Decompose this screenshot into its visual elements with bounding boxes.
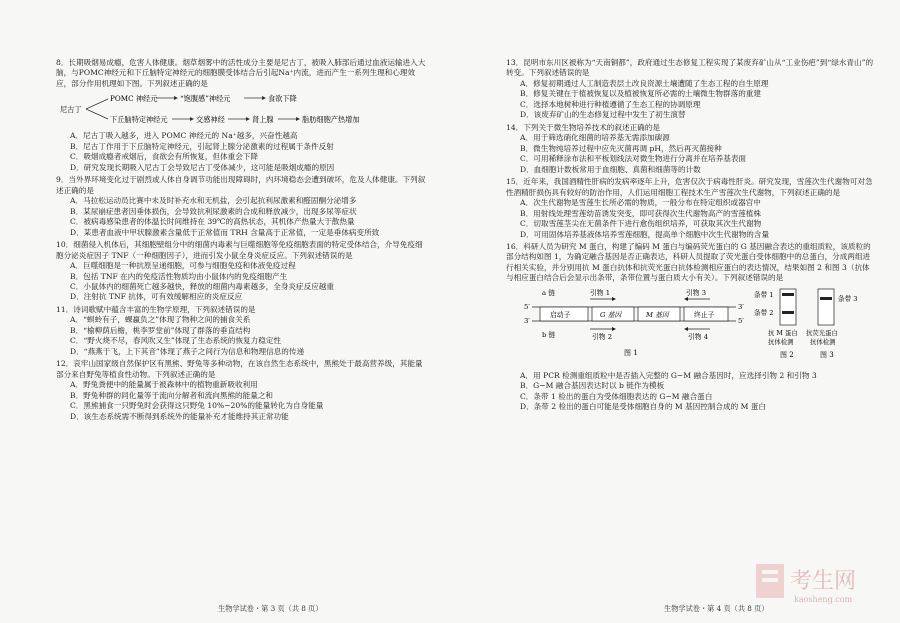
question-13	[506, 58, 874, 121]
option-c: C．黑熊捕食一只野兔时会获得这只野兔 10%~20%的能量转化为自身能量	[70, 401, 324, 411]
question-stem: 16．科研人员为研究 M 蛋白，构建了编码 M 蛋白与编码荧光蛋白的 G 基因融合表达的重组质粒，该质粒的部分结构如图 1，为确定融合基因是否正确表达，科研人员提取了荧光蛋白受体细胞中的总蛋白，分成两组进行相关实验，并分别用抗 M 蛋白抗体和抗荧光蛋白抗体检测相应蛋白的表达情况，结果如图 2 和图 3（抗体与相应蛋白结合后会显示出条带，条带位置与蛋白质大小有关）。下列叙述错误的是	[506, 241, 871, 283]
question-12	[56, 359, 428, 422]
diagram-node-fat: 脂肪细胞产热增加	[302, 115, 360, 125]
three-prime-bottom: 3′	[524, 316, 530, 325]
option-c: C．被病毒感染患者的体温长时间维持在 39℃的高热状态，其机体产热量大于散热量	[70, 217, 355, 227]
option-d: D．血细胞计数板常用于血细胞、真菌和细菌等的计数	[520, 164, 701, 174]
question-9	[56, 175, 428, 238]
diagram-node-appetite: 食欲下降	[268, 94, 297, 104]
option-b: B．用射线处理雪莲幼苗诱发突变，即可获得次生代谢物高产的雪莲植株	[520, 208, 761, 218]
five-prime-top: 5′	[524, 302, 530, 311]
question-stem: 14．下列关于微生物培养技术的叙述正确的是	[506, 122, 660, 132]
band-2-label: 条带 2	[754, 308, 774, 317]
option-b: B．G−M 融合基因表达时以 b 链作为模板	[520, 381, 665, 391]
question-stem: 8．长期吸烟易成瘾，危害人体健康。烟草烟雾中的活性成分主要是尼古丁，被吸入肺部后通过血液运输进入大脑，与POMC神经元和下丘脑特定神经元的细胞膜受体结合后引起Na⁺内流，进而产生一系列生理和心理效应，部分作用机理如下图。下列叙述正确的是	[56, 58, 426, 88]
three-prime-top: 3′	[738, 302, 744, 311]
option-a: A．用 PCR 检测重组质粒中是否插入完整的 G−M 融合基因时，应选择引物 2 和引物 3	[520, 370, 817, 380]
diagram-node-adrenal: 肾上腺	[252, 115, 274, 125]
band-3-mark	[820, 297, 832, 300]
a-chain-label: a 链	[542, 288, 556, 297]
band-3-label: 条带 3	[838, 294, 858, 303]
figure-2-caption: 图 2	[780, 350, 794, 359]
plasmid-figure-row	[506, 287, 874, 367]
diagram-node-nicotine: 尼古丁	[60, 105, 82, 115]
option-d: D．“燕燕于飞，上下其音”体现了燕子之间行为信息和物理信息的传递	[70, 346, 305, 356]
option-a: A．巨噬细胞是一种抗原呈递细胞，可参与细胞免疫和体液免疫过程	[70, 261, 296, 271]
option-b: B．微生物纯培养过程中应先灭菌再调 pH，然后再灭菌接种	[520, 143, 722, 153]
question-stem: 12．哀牢山国家级自然保护区有黑熊、野兔等多种动物，在该自然生态系统中，黑熊处于最高营养级，其能量部分来自野兔等植食性动物。下列叙述正确的是	[56, 359, 423, 379]
option-b: B．某尿崩症患者因垂体损伤，会导致抗利尿激素的合成和释放减少，出现多尿等症状	[70, 206, 357, 216]
figure-2-blot	[754, 289, 798, 359]
option-c: C．小鼠体内的细菌死亡越多越快，释放的细菌内毒素越多，全身炎症反应越重	[70, 281, 334, 291]
band-2-mark	[782, 311, 794, 314]
primer-2-label: 引物 2	[592, 332, 613, 341]
antibody-detect-label-2: 抗体检测	[810, 337, 836, 346]
option-b: B．野兔种群的同化量等于流向分解者和流向黑熊的能量之和	[70, 390, 274, 400]
right-page-column	[506, 58, 874, 415]
option-b: B．修复关键在于植被恢复以及植被恢复所必需的土壤微生物群落的重建	[520, 89, 761, 99]
figure-3-blot	[806, 289, 857, 359]
question-10	[56, 240, 428, 303]
option-c: C．吸烟成瘾者戒烟后，食欲会有所恢复，但体重会下降	[70, 152, 259, 162]
anti-fluorescent-label: 抗荧光蛋白	[806, 328, 838, 337]
question-14	[506, 123, 874, 175]
diagram-node-pomc: POMC 神经元	[110, 94, 158, 104]
g-gene-box: G 基因	[600, 310, 622, 319]
anti-m-label: 抗 M 蛋白	[768, 328, 798, 337]
question-stem: 9．当外界环境变化过于剧烈或人体自身调节功能出现障碍时，内环境稳态会遭到破坏，危及人体健康。下列叙述正确的是	[56, 175, 426, 195]
question-stem: 13．昆明市东川区被称为“天南铜都”，政府通过生态修复工程实现了某废弃矿山从“工业伤疤”到“绿水青山”的转变。下列叙述错误的是	[506, 58, 874, 78]
question-stem: 10．细菌侵入机体后，其细胞壁组分中的细菌内毒素与巨噬细胞等免疫细胞表面的特定受体结合，介导免疫细胞分泌炎症因子 TNF（一种细胞因子），进而引发小鼠全身炎症反应。下列叙述错误的是	[56, 240, 423, 260]
option-d: D．某患者血液中甲状腺激素含量低于正常值而 TRH 含量高于正常值，一定是垂体病变所致	[70, 227, 380, 237]
left-page-column	[56, 58, 428, 424]
option-a: A．尼古丁吸入越多，进入 POMC 神经元的 Na⁺越多，兴奋性越高	[70, 131, 298, 141]
nicotine-mechanism-diagram	[56, 91, 428, 127]
option-b: B．尼古丁作用于下丘脑特定神经元，引起肾上腺分泌激素的过程属于条件反射	[70, 141, 334, 151]
option-c: C．条带 1 检出的蛋白为受体细胞表达的 G−M 融合蛋白	[520, 391, 713, 401]
question-15	[506, 177, 874, 240]
diagram-node-sympathetic: 交感神经	[196, 115, 225, 125]
option-c: C．切取雪莲茎尖在无菌条件下进行愈伤组织培养，可获取其次生代谢物	[520, 219, 762, 229]
option-b: B．“榆柳荫后檐，桃李罗堂前”体现了群落的垂直结构	[70, 325, 251, 335]
diagram-node-hypothalamus: 下丘脑特定神经元	[110, 115, 168, 125]
question-8	[56, 58, 428, 173]
question-16	[506, 242, 874, 413]
figure-3-caption: 图 3	[820, 350, 834, 359]
option-b: B．包括 TNF 在内的免疫活性物质均由小鼠体内的免疫细胞产生	[70, 271, 288, 281]
question-11	[56, 305, 428, 357]
figure-1-caption: 图 1	[624, 348, 638, 357]
option-c: C．可用稀释涂布法和平板划线法对微生物进行分离并在培养基表面	[520, 154, 747, 164]
primer-1-label: 引物 1	[590, 288, 611, 297]
page-footer-left: 生物学试卷・第 3 页（共 8 页）	[218, 604, 323, 613]
page-footer-right: 生物学试卷・第 4 页（共 8 页）	[664, 604, 769, 613]
promoter-box: 启动子	[550, 310, 571, 319]
option-d: D．可用固体培养基液体培养雪莲细胞，提高单个细胞中次生代谢物的含量	[520, 229, 770, 239]
option-d: D．该废弃矿山的生态修复过程中发生了初生演替	[520, 110, 686, 120]
option-a: A．马拉松运动员比赛中未及时补充水和无机盐，会引起抗利尿激素和醛固酮分泌增多	[70, 196, 357, 206]
option-d: D．该生态系统需不断得到系统外的能量补充才能维持其正常功能	[70, 411, 289, 421]
band-1-label: 条带 1	[754, 290, 774, 299]
primer-4-label: 引物 4	[688, 332, 709, 341]
kaosheng-watermark	[754, 560, 884, 608]
option-a: A．“螟蛉有子，蜾蠃负之”体现了物种之间的捕食关系	[70, 315, 251, 325]
antibody-detect-label: 抗体检测	[768, 337, 794, 346]
b-chain-label: b 链	[542, 330, 556, 339]
option-d: D．注射抗 TNF 抗体，可有效缓解相应的炎症反应	[70, 292, 243, 302]
option-c: C．选择本地树种进行种植遵循了生态工程的协调原理	[520, 99, 701, 109]
option-a: A．次生代谢物是雪莲生长所必需的物质，一般分布在特定组织或器官中	[520, 198, 761, 208]
band-1-mark	[782, 293, 794, 296]
option-a: A．用于筛选硝化细菌的培养基无需添加碳源	[520, 133, 670, 143]
diagram-node-satiety: “饱腹感”神经元	[180, 94, 231, 104]
question-stem: 11．诗词歌赋中蕴含丰富的生物学原理，下列叙述错误的是	[56, 304, 256, 314]
option-a: A．修复初期通过人工制造表层土改良资源土壤遭随了生态工程的自生原理	[520, 78, 769, 88]
watermark-url: kaosheng.com	[794, 595, 853, 604]
option-d: D．研究发现长期吸入尼古丁会导致尼古丁受体减少，这可能是吸烟成瘾的原因	[70, 162, 335, 172]
option-d: D．条带 2 检出的蛋白可能是受体细胞自身的 M 基因控制合成的 M 蛋白	[520, 402, 766, 412]
m-gene-box: M 基因	[646, 310, 669, 319]
figure-1-plasmid	[524, 288, 744, 357]
five-prime-bottom: 5′	[738, 316, 744, 325]
question-stem: 15．近年来，我国酒精性肝病的发病率逐年上升，危害仅次于病毒性肝炎。研究发现，雪莲次生代谢物可对急性酒精肝损伤具有较好的防治作用，人们运用细胞工程技术生产雪莲次生代谢物，下列叙述正确的是	[506, 177, 873, 197]
terminator-box: 终止子	[694, 310, 715, 319]
primer-3-label: 引物 3	[686, 288, 707, 297]
option-c: C．“野火烧不尽，春风吹又生”体现了生态系统的恢复力稳定性	[70, 336, 282, 346]
option-a: A．野兔粪便中的能量属于被森林中的植物重新吸收利用	[70, 380, 258, 390]
watermark-brand: 考生网	[790, 569, 857, 594]
